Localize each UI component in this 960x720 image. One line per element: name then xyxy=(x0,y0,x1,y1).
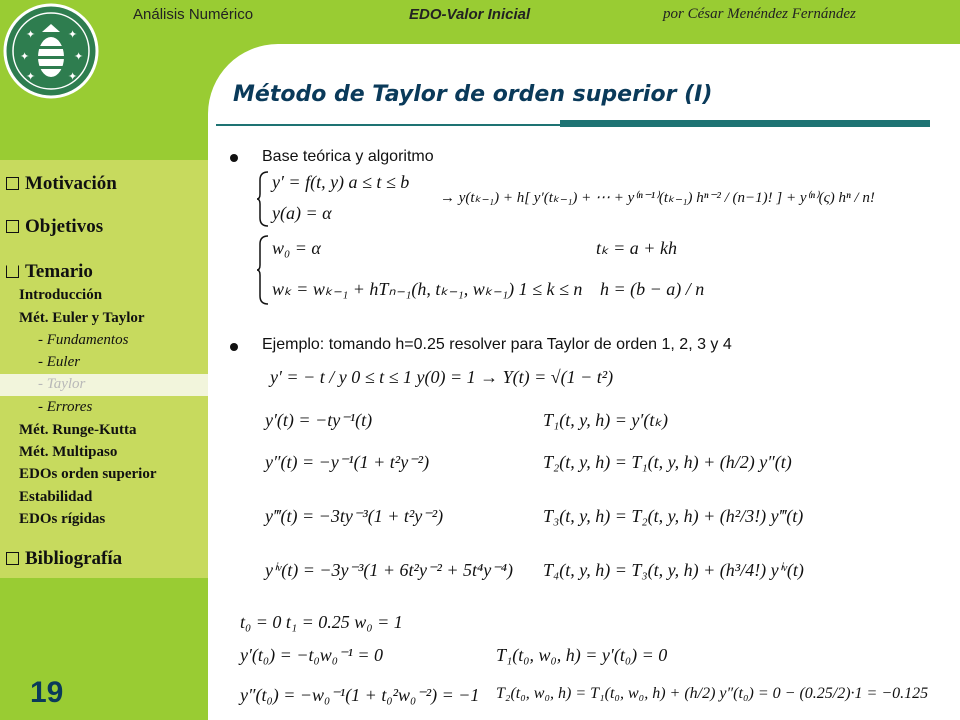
submenu-taylor[interactable]: - Taylor xyxy=(38,376,86,392)
slide-title: Método de Taylor de orden superior (I) xyxy=(233,82,713,107)
equation-T4: T₄(t, y, h) = T₃(t, y, h) + (h³/4!) yⁱᵛ(t) xyxy=(543,560,804,580)
equation-ivp-ode: y′ = f(t, y) a ≤ t ≤ b xyxy=(272,172,410,192)
equation-value-1: y′(t₀) = −t₀w₀⁻¹ = 0 xyxy=(240,645,384,665)
svg-text:✦: ✦ xyxy=(74,50,84,63)
menu-item-bibliografia[interactable] xyxy=(6,548,122,570)
menu-highlight xyxy=(0,374,208,396)
equation-derivative-2: y″(t) = −y⁻¹(1 + t²y⁻²) xyxy=(265,452,430,472)
equation-h: h = (b − a) / n xyxy=(600,279,705,299)
submenu-euler[interactable]: - Euler xyxy=(38,354,81,370)
equation-value-2: y″(t₀) = −w₀⁻¹(1 + t₀²w₀⁻²) = −1 xyxy=(240,685,480,705)
submenu-errores[interactable]: - Errores xyxy=(38,399,93,415)
brace-icon xyxy=(256,234,270,306)
menu-item-objetivos[interactable] xyxy=(6,216,103,238)
equation-ivp-initial: y(a) = α xyxy=(272,203,332,223)
menu-item-label: Objetivos xyxy=(25,216,104,237)
submenu-introduccion[interactable]: Introducción xyxy=(19,287,103,303)
equation-T3: T₃(t, y, h) = T₂(t, y, h) + (h²/3!) y‴(t) xyxy=(543,506,804,526)
bullet-text-base-teorica: Base teórica y algoritmo xyxy=(262,148,434,165)
equation-T1: T₁(t, y, h) = y′(tₖ) xyxy=(543,410,668,430)
menu-item-motivacion[interactable] xyxy=(6,173,117,195)
equation-example-ode: y′ = − t / y 0 ≤ t ≤ 1 y(0) = 1 → Y(t) = √(1 − t²) xyxy=(270,367,614,387)
checkbox-icon xyxy=(6,552,19,565)
equation-w0: w₀ = α xyxy=(272,238,321,258)
svg-text:✦: ✦ xyxy=(26,28,36,41)
checkbox-icon xyxy=(6,220,19,233)
university-logo xyxy=(2,2,100,100)
equation-derivative-4: yⁱᵛ(t) = −3y⁻³(1 + 6t²y⁻² + 5t⁴y⁻⁴) xyxy=(265,560,513,580)
submenu-euler-taylor[interactable]: Mét. Euler y Taylor xyxy=(19,310,145,326)
header-course: Análisis Numérico xyxy=(133,6,254,23)
header-author: por César Menéndez Fernández xyxy=(663,6,856,22)
submenu-edos-orden-superior[interactable]: EDOs orden superior xyxy=(19,466,157,482)
equation-value-T1: T₁(t₀, w₀, h) = y′(t₀) = 0 xyxy=(496,645,668,665)
submenu-estabilidad[interactable]: Estabilidad xyxy=(19,489,93,505)
equation-derivative-3: y‴(t) = −3ty⁻³(1 + t²y⁻²) xyxy=(265,506,444,526)
submenu-fundamentos[interactable]: - Fundamentos xyxy=(38,332,129,348)
bullet-text-ejemplo: Ejemplo: tomando h=0.25 resolver para Taylor de orden 1, 2, 3 y 4 xyxy=(262,336,732,353)
submenu-edos-rigidas[interactable]: EDOs rígidas xyxy=(19,511,106,527)
page-number: 19 xyxy=(30,676,64,709)
svg-text:✦: ✦ xyxy=(68,70,78,83)
bullet-icon xyxy=(230,343,238,351)
menu-item-label: Temario xyxy=(25,261,93,282)
equation-derivative-1: y′(t) = −ty⁻¹(t) xyxy=(265,410,373,430)
open-box-icon xyxy=(6,265,19,278)
equation-T2: T₂(t, y, h) = T₁(t, y, h) + (h/2) y″(t) xyxy=(543,452,792,472)
bullet-icon xyxy=(230,154,238,162)
svg-text:✦: ✦ xyxy=(26,70,36,83)
brace-icon xyxy=(256,170,270,228)
menu-item-label: Bibliografía xyxy=(25,548,123,569)
equation-taylor-expansion: → y(tₖ₋₁) + h[ y′(tₖ₋₁) + ⋯ + y⁽ⁿ⁻¹⁾(tₖ₋₁) hⁿ⁻² / (n−1)! ] + y⁽ⁿ⁾(ς) hⁿ / n! xyxy=(440,190,875,206)
equation-value-T2: T₂(t₀, w₀, h) = T₁(t₀, w₀, h) + (h/2) y″(t₀) = 0 − (0.25/2)·1 = −0.125 xyxy=(496,685,929,702)
checkbox-icon xyxy=(6,177,19,190)
submenu-runge-kutta[interactable]: Mét. Runge-Kutta xyxy=(19,422,137,438)
equation-initial-values: t₀ = 0 t₁ = 0.25 w₀ = 1 xyxy=(240,612,403,632)
svg-text:✦: ✦ xyxy=(20,50,30,63)
equation-tk: tₖ = a + kh xyxy=(596,238,677,258)
header-topic: EDO-Valor Inicial xyxy=(409,6,531,23)
title-underline xyxy=(216,124,561,126)
menu-item-label: Motivación xyxy=(25,173,117,194)
equation-wk: wₖ = wₖ₋₁ + hTₙ₋₁(h, tₖ₋₁, wₖ₋₁) 1 ≤ k ≤ n xyxy=(272,279,583,299)
menu-item-temario[interactable] xyxy=(6,261,93,283)
submenu-multipaso[interactable]: Mét. Multipaso xyxy=(19,444,118,460)
svg-text:✦: ✦ xyxy=(68,28,78,41)
title-accent-bar xyxy=(560,120,930,127)
